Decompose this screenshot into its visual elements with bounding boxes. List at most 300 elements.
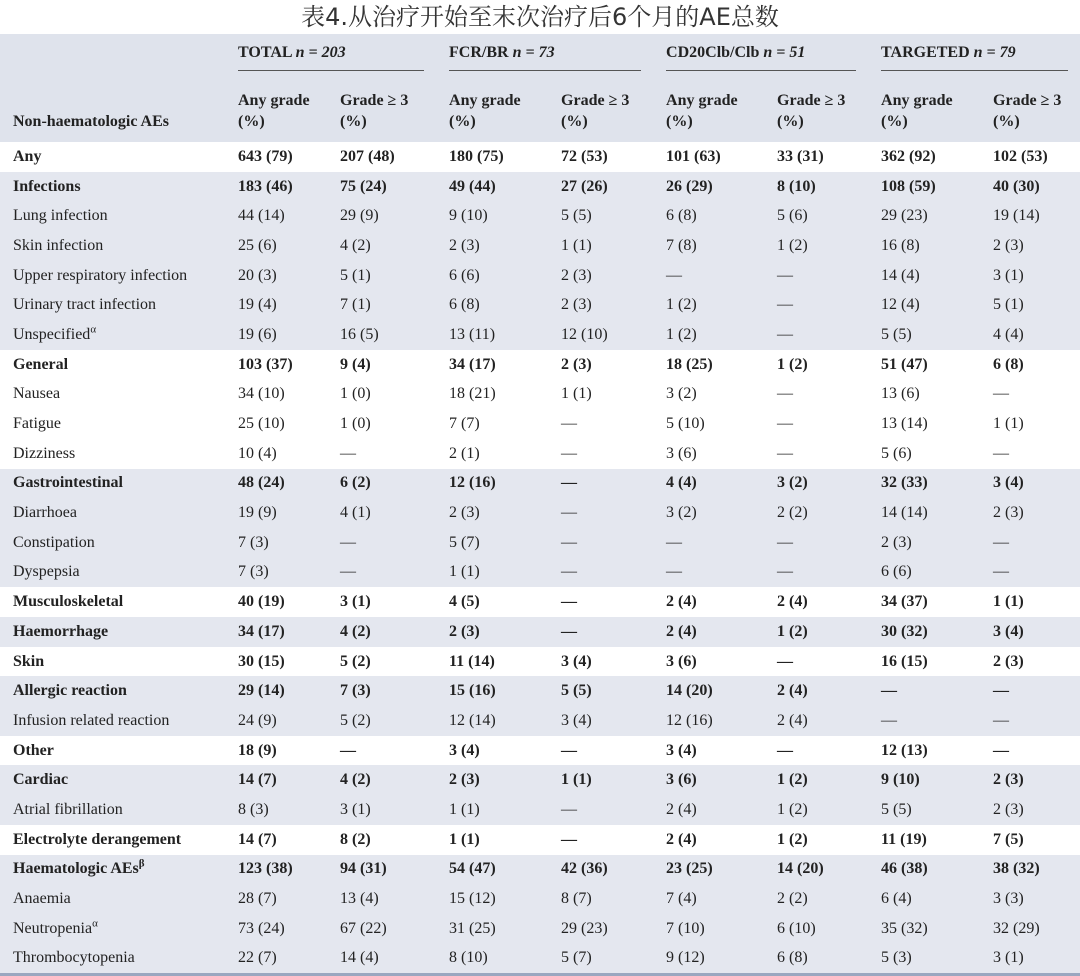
value-cell: 4 (5)	[449, 593, 480, 611]
grade3-header: Grade ≥ 3 (%)	[993, 92, 1062, 130]
value-cell: 108 (59)	[881, 177, 936, 195]
value-cell: 3 (1)	[340, 593, 371, 611]
value-cell: 15 (16)	[449, 682, 496, 700]
value-cell: 5 (6)	[777, 207, 808, 225]
row-label: Unspecified$^\alpha$	[13, 323, 97, 343]
row-label: Fatigue	[13, 415, 61, 433]
value-cell: 5 (2)	[340, 711, 371, 729]
group-header: TARGETED n = 79	[868, 34, 1080, 74]
row-label: Dyspepsia	[13, 563, 80, 581]
value-cell: 12 (13)	[881, 741, 928, 759]
value-cell: 1 (0)	[340, 415, 371, 433]
value-cell: 34 (17)	[238, 622, 285, 640]
table-row	[0, 825, 1080, 855]
value-cell: 14 (7)	[238, 771, 277, 789]
value-cell: —	[561, 830, 578, 848]
table-row	[0, 795, 1080, 825]
value-cell: —	[993, 385, 1010, 403]
value-cell: 75 (24)	[340, 177, 387, 195]
footnote-marker: α	[90, 323, 97, 336]
value-cell: 5 (10)	[666, 415, 705, 433]
footnote-marker: β	[138, 858, 145, 871]
value-cell: 29 (9)	[340, 207, 379, 225]
value-cell: 6 (8)	[777, 949, 808, 967]
value-cell: —	[777, 741, 794, 759]
value-cell: —	[777, 533, 794, 551]
any-grade-header: Any grade (%)	[666, 92, 738, 130]
value-cell: 49 (44)	[449, 177, 496, 195]
value-cell: 13 (14)	[881, 415, 928, 433]
value-cell: 3 (4)	[449, 741, 480, 759]
value-cell: 5 (3)	[881, 949, 912, 967]
value-cell: 51 (47)	[881, 355, 928, 373]
value-cell: 8 (3)	[238, 800, 269, 818]
row-label: Infusion related reaction	[13, 711, 170, 729]
value-cell: 7 (3)	[238, 563, 269, 581]
value-cell: 24 (9)	[238, 711, 277, 729]
value-cell: 102 (53)	[993, 147, 1048, 165]
value-cell: —	[666, 533, 683, 551]
value-cell: 103 (37)	[238, 355, 293, 373]
value-cell: 1 (2)	[777, 800, 808, 818]
value-cell: 6 (8)	[449, 296, 480, 314]
table-row	[0, 647, 1080, 677]
value-cell: 2 (3)	[993, 800, 1024, 818]
value-cell: 42 (36)	[561, 860, 608, 878]
value-cell: 8 (10)	[777, 177, 816, 195]
table-row	[0, 587, 1080, 617]
value-cell: 34 (37)	[881, 593, 928, 611]
row-label: Dizziness	[13, 444, 76, 462]
table-row	[0, 736, 1080, 766]
value-cell: 3 (6)	[666, 444, 697, 462]
value-cell: 2 (4)	[777, 711, 808, 729]
value-cell: 72 (53)	[561, 147, 608, 165]
table-row	[0, 439, 1080, 469]
value-cell: 5 (7)	[561, 949, 592, 967]
row-label: Urinary tract infection	[13, 296, 157, 314]
value-cell: 5 (1)	[340, 266, 371, 284]
value-cell: 123 (38)	[238, 860, 293, 878]
value-cell: 3 (4)	[666, 741, 697, 759]
value-cell: 3 (2)	[666, 385, 697, 403]
value-cell: 28 (7)	[238, 890, 277, 908]
value-cell: 25 (10)	[238, 415, 285, 433]
table-row	[0, 617, 1080, 647]
value-cell: 25 (6)	[238, 236, 277, 254]
value-cell: 26 (29)	[666, 177, 713, 195]
group-header: TOTAL n = 203	[225, 34, 436, 74]
value-cell: 2 (4)	[666, 622, 697, 640]
table-row	[0, 380, 1080, 410]
value-cell: 19 (14)	[993, 207, 1040, 225]
value-cell: 2 (3)	[561, 355, 592, 373]
value-cell: 207 (48)	[340, 147, 395, 165]
value-cell: 180 (75)	[449, 147, 504, 165]
row-label-header: Non-haematologic AEs	[13, 113, 169, 130]
value-cell: 11 (14)	[449, 652, 495, 670]
value-cell: 9 (12)	[666, 949, 705, 967]
table-row	[0, 706, 1080, 736]
value-cell: 33 (31)	[777, 147, 824, 165]
value-cell: 4 (2)	[340, 236, 371, 254]
value-cell: —	[340, 563, 356, 581]
value-cell: 14 (4)	[881, 266, 920, 284]
value-cell: 4 (1)	[340, 504, 371, 522]
value-cell: 1 (1)	[449, 563, 480, 581]
value-cell: —	[777, 296, 794, 314]
value-cell: 18 (21)	[449, 385, 496, 403]
value-cell: 14 (20)	[666, 682, 713, 700]
value-cell: —	[777, 652, 794, 670]
value-cell: 1 (1)	[561, 771, 592, 789]
value-cell: 4 (4)	[666, 474, 697, 492]
value-cell: 5 (5)	[881, 800, 912, 818]
value-cell: —	[993, 563, 1010, 581]
row-label: Electrolyte derangement	[13, 830, 182, 848]
grade3-header: Grade ≥ 3 (%)	[561, 92, 630, 130]
row-label: Allergic reaction	[13, 682, 127, 700]
value-cell: —	[561, 593, 578, 611]
value-cell: 2 (2)	[777, 890, 808, 908]
row-label: Atrial fibrillation	[13, 800, 123, 818]
value-cell: 7 (3)	[238, 533, 269, 551]
value-cell: 16 (15)	[881, 652, 928, 670]
value-cell: 11 (19)	[881, 830, 927, 848]
value-cell: 8 (10)	[449, 949, 488, 967]
value-cell: —	[777, 444, 794, 462]
value-cell: 29 (23)	[561, 919, 608, 937]
table-row	[0, 676, 1080, 706]
row-label: Lung infection	[13, 207, 108, 225]
value-cell: —	[777, 563, 794, 581]
table-row	[0, 855, 1080, 885]
value-cell: 2 (4)	[666, 593, 697, 611]
value-cell: —	[993, 741, 1010, 759]
value-cell: —	[340, 741, 356, 759]
value-cell: 32 (29)	[993, 919, 1040, 937]
value-cell: 16 (8)	[881, 236, 920, 254]
row-label: Any	[13, 147, 42, 165]
value-cell: 67 (22)	[340, 919, 387, 937]
value-cell: 6 (6)	[881, 563, 912, 581]
value-cell: 32 (33)	[881, 474, 928, 492]
ae-table	[0, 34, 1080, 973]
value-cell: 15 (12)	[449, 890, 496, 908]
value-cell: 12 (10)	[561, 325, 608, 343]
row-label: Skin	[13, 652, 45, 670]
value-cell: 14 (14)	[881, 504, 928, 522]
value-cell: 3 (4)	[561, 652, 592, 670]
value-cell: 6 (8)	[666, 207, 697, 225]
value-cell: 2 (3)	[993, 236, 1024, 254]
any-grade-header: Any grade (%)	[449, 92, 521, 130]
value-cell: 9 (10)	[881, 771, 920, 789]
value-cell: 3 (4)	[993, 622, 1024, 640]
value-cell: 48 (24)	[238, 474, 285, 492]
value-cell: 7 (8)	[666, 236, 697, 254]
value-cell: 2 (3)	[561, 266, 592, 284]
value-cell: —	[993, 682, 1010, 700]
value-cell: —	[561, 741, 578, 759]
value-cell: 1 (2)	[666, 325, 697, 343]
value-cell: 2 (3)	[993, 652, 1024, 670]
value-cell: 3 (4)	[561, 711, 592, 729]
value-cell: —	[561, 622, 578, 640]
value-cell: —	[881, 682, 898, 700]
table-row	[0, 261, 1080, 291]
row-label: Haemorrhage	[13, 622, 109, 640]
value-cell: 30 (15)	[238, 652, 285, 670]
value-cell: 22 (7)	[238, 949, 277, 967]
table-row	[0, 201, 1080, 231]
value-cell: 18 (9)	[238, 741, 277, 759]
value-cell: 13 (6)	[881, 385, 920, 403]
value-cell: —	[561, 533, 578, 551]
value-cell: 46 (38)	[881, 860, 928, 878]
value-cell: 6 (8)	[993, 355, 1024, 373]
table-row	[0, 558, 1080, 588]
value-cell: 5 (7)	[449, 533, 480, 551]
footnote-marker: α	[92, 917, 98, 930]
table-body	[0, 142, 1080, 973]
row-label: General	[13, 355, 69, 373]
table-caption: 表4.从治疗开始至末次治疗后6个月的AE总数	[301, 3, 779, 31]
value-cell: 13 (4)	[340, 890, 379, 908]
value-cell: 7 (4)	[666, 890, 697, 908]
value-cell: 1 (1)	[561, 385, 592, 403]
value-cell: 183 (46)	[238, 177, 293, 195]
value-cell: 1 (1)	[449, 800, 480, 818]
value-cell: 44 (14)	[238, 207, 285, 225]
row-label: Musculoskeletal	[13, 593, 124, 611]
value-cell: 5 (5)	[561, 207, 592, 225]
value-cell: 29 (23)	[881, 207, 928, 225]
value-cell: 2 (3)	[449, 771, 480, 789]
value-cell: 3 (2)	[666, 504, 697, 522]
any-grade-header: Any grade (%)	[238, 92, 310, 130]
value-cell: 1 (2)	[777, 236, 808, 254]
value-cell: 6 (6)	[449, 266, 480, 284]
table-row	[0, 409, 1080, 439]
value-cell: 1 (1)	[993, 593, 1024, 611]
value-cell: 3 (4)	[993, 474, 1024, 492]
value-cell: 1 (1)	[449, 830, 480, 848]
value-cell: 7 (10)	[666, 919, 705, 937]
table-row	[0, 884, 1080, 914]
row-label: Nausea	[13, 385, 61, 403]
value-cell: —	[666, 563, 683, 581]
value-cell: 1 (1)	[993, 415, 1024, 433]
value-cell: 6 (10)	[777, 919, 816, 937]
value-cell: 7 (5)	[993, 830, 1024, 848]
value-cell: 362 (92)	[881, 147, 936, 165]
value-cell: 12 (14)	[449, 711, 496, 729]
table-row	[0, 765, 1080, 795]
table-header	[0, 34, 1080, 142]
value-cell: 94 (31)	[340, 860, 387, 878]
value-cell: 1 (2)	[777, 622, 808, 640]
value-cell: 6 (4)	[881, 890, 912, 908]
value-cell: 31 (25)	[449, 919, 496, 937]
value-cell: 14 (7)	[238, 830, 277, 848]
value-cell: 2 (3)	[881, 533, 912, 551]
table-row	[0, 231, 1080, 261]
table-row	[0, 290, 1080, 320]
value-cell: —	[666, 266, 683, 284]
value-cell: 2 (3)	[449, 622, 480, 640]
any-grade-header: Any grade (%)	[881, 92, 953, 130]
row-label: Infections	[13, 177, 81, 195]
value-cell: 8 (7)	[561, 890, 592, 908]
row-label: Constipation	[13, 533, 95, 551]
value-cell: 7 (7)	[449, 415, 480, 433]
value-cell: 643 (79)	[238, 147, 293, 165]
value-cell: 5 (2)	[340, 652, 371, 670]
grade3-header: Grade ≥ 3 (%)	[777, 92, 846, 130]
value-cell: 20 (3)	[238, 266, 277, 284]
value-cell: 18 (25)	[666, 355, 713, 373]
value-cell: 8 (2)	[340, 830, 371, 848]
value-cell: 40 (30)	[993, 177, 1040, 195]
row-label: Diarrhoea	[13, 504, 77, 522]
value-cell: 9 (4)	[340, 355, 371, 373]
value-cell: 2 (3)	[449, 236, 480, 254]
value-cell: 1 (0)	[340, 385, 371, 403]
value-cell: 1 (2)	[777, 355, 808, 373]
value-cell: 5 (5)	[561, 682, 592, 700]
value-cell: 9 (10)	[449, 207, 488, 225]
group-header: FCR/BR n = 73	[436, 34, 653, 74]
value-cell: 7 (3)	[340, 682, 371, 700]
value-cell: 2 (2)	[777, 504, 808, 522]
row-label: Neutropenia$^\alpha$	[13, 917, 98, 937]
value-cell: —	[993, 533, 1010, 551]
value-cell: 73 (24)	[238, 919, 285, 937]
value-cell: 3 (6)	[666, 652, 697, 670]
table-row	[0, 142, 1080, 172]
value-cell: 23 (25)	[666, 860, 713, 878]
value-cell: 2 (4)	[777, 682, 808, 700]
value-cell: —	[777, 325, 794, 343]
value-cell: 6 (2)	[340, 474, 371, 492]
value-cell: 4 (2)	[340, 622, 371, 640]
value-cell: 3 (6)	[666, 771, 697, 789]
value-cell: 5 (1)	[993, 296, 1024, 314]
value-cell: —	[993, 711, 1010, 729]
table-row	[0, 528, 1080, 558]
value-cell: —	[993, 444, 1010, 462]
value-cell: 2 (4)	[666, 800, 697, 818]
value-cell: 2 (3)	[561, 296, 592, 314]
value-cell: —	[561, 800, 578, 818]
value-cell: 12 (16)	[449, 474, 496, 492]
value-cell: 5 (6)	[881, 444, 912, 462]
grade3-header: Grade ≥ 3 (%)	[340, 92, 409, 130]
value-cell: 1 (2)	[777, 771, 808, 789]
value-cell: 12 (4)	[881, 296, 920, 314]
value-cell: 2 (3)	[993, 771, 1024, 789]
value-cell: 3 (3)	[993, 890, 1024, 908]
value-cell: —	[340, 444, 356, 462]
value-cell: 35 (32)	[881, 919, 928, 937]
table-row	[0, 914, 1080, 944]
value-cell: 101 (63)	[666, 147, 721, 165]
value-cell: 54 (47)	[449, 860, 496, 878]
table-row	[0, 350, 1080, 380]
value-cell: —	[561, 444, 578, 462]
table-row	[0, 469, 1080, 499]
table-row	[0, 944, 1080, 974]
value-cell: 16 (5)	[340, 325, 379, 343]
value-cell: 29 (14)	[238, 682, 285, 700]
value-cell: 19 (4)	[238, 296, 277, 314]
value-cell: 7 (1)	[340, 296, 371, 314]
table-row	[0, 172, 1080, 202]
value-cell: 3 (1)	[993, 266, 1024, 284]
value-cell: 4 (4)	[993, 325, 1024, 343]
row-label: Haematologic AEs$^\beta$	[13, 858, 145, 878]
row-label: Thrombocytopenia	[13, 949, 135, 967]
value-cell: 3 (1)	[993, 949, 1024, 967]
row-label: Cardiac	[13, 771, 69, 789]
value-cell: 19 (9)	[238, 504, 277, 522]
value-cell: —	[777, 385, 794, 403]
value-cell: —	[561, 563, 578, 581]
value-cell: 13 (11)	[449, 325, 496, 343]
value-cell: 5 (5)	[881, 325, 912, 343]
value-cell: 12 (16)	[666, 711, 713, 729]
value-cell: —	[777, 415, 794, 433]
row-label: Upper respiratory infection	[13, 266, 188, 284]
value-cell: 10 (4)	[238, 444, 277, 462]
table-row	[0, 320, 1080, 350]
value-cell: 1 (2)	[666, 296, 697, 314]
value-cell: 14 (4)	[340, 949, 379, 967]
value-cell: 2 (4)	[777, 593, 808, 611]
value-cell: 3 (1)	[340, 800, 371, 818]
value-cell: 34 (17)	[449, 355, 496, 373]
group-header: CD20Clb/Clb n = 51	[653, 34, 868, 74]
header-corner	[0, 34, 225, 74]
value-cell: 19 (6)	[238, 325, 277, 343]
value-cell: —	[561, 474, 578, 492]
value-cell: 1 (2)	[777, 830, 808, 848]
value-cell: 4 (2)	[340, 771, 371, 789]
table-row	[0, 498, 1080, 528]
value-cell: —	[561, 415, 578, 433]
value-cell: 38 (32)	[993, 860, 1040, 878]
row-label: Gastrointestinal	[13, 474, 123, 492]
row-label: Anaemia	[13, 890, 71, 908]
value-cell: —	[777, 266, 794, 284]
value-cell: 40 (19)	[238, 593, 285, 611]
value-cell: 34 (10)	[238, 385, 285, 403]
value-cell: 3 (2)	[777, 474, 808, 492]
value-cell: —	[561, 504, 578, 522]
value-cell: 1 (1)	[561, 236, 592, 254]
value-cell: 14 (20)	[777, 860, 824, 878]
row-label: Other	[13, 741, 54, 759]
value-cell: 2 (3)	[449, 504, 480, 522]
value-cell: 30 (32)	[881, 622, 928, 640]
value-cell: 2 (4)	[666, 830, 697, 848]
value-cell: —	[340, 533, 356, 551]
row-label: Skin infection	[13, 236, 104, 254]
value-cell: —	[881, 711, 898, 729]
value-cell: 2 (1)	[449, 444, 480, 462]
value-cell: 27 (26)	[561, 177, 608, 195]
